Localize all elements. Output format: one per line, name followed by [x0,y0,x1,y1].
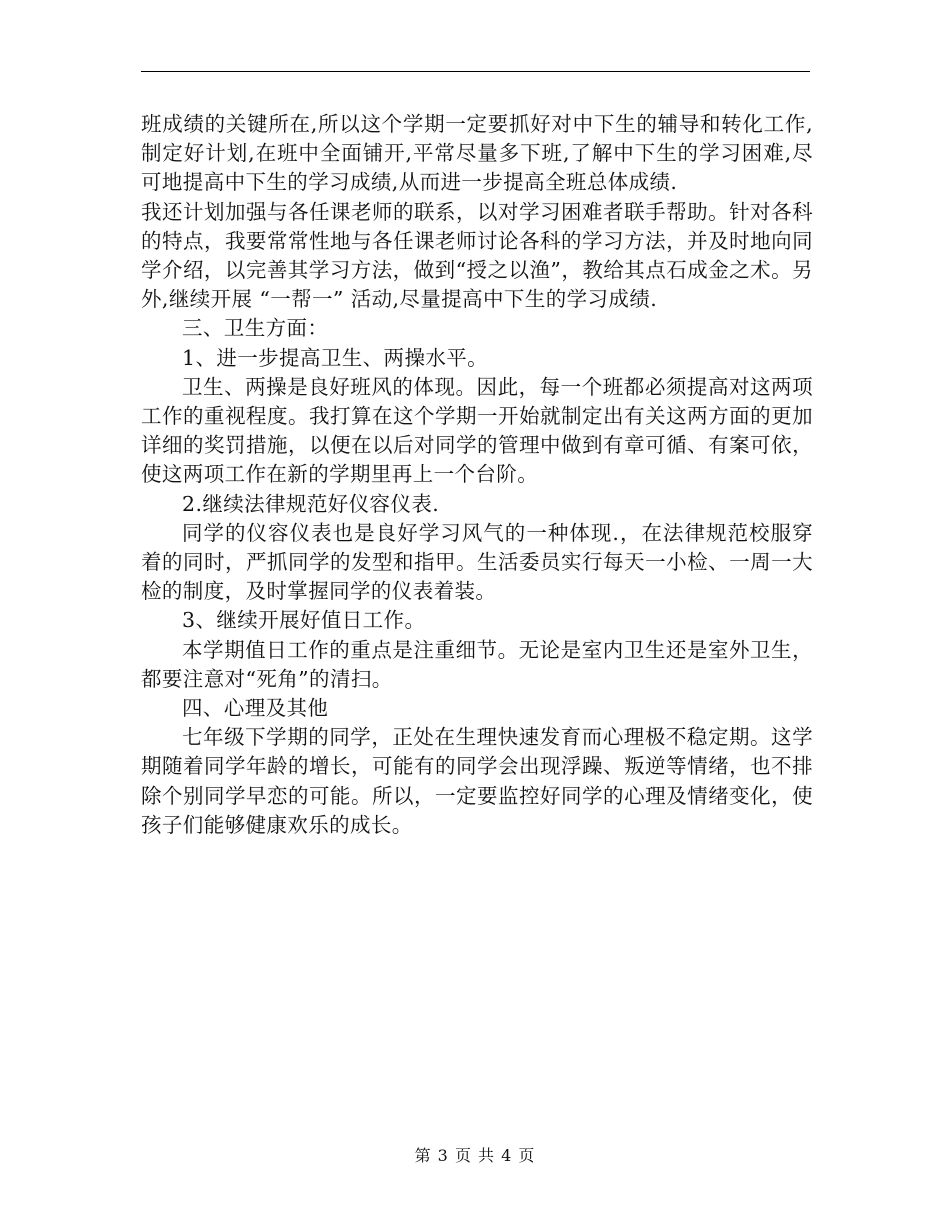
paragraph: 七年级下学期的同学，正处在生理快速发育而心理极不稳定期。这学期随着同学年龄的增长，可能有的同学会出现浮躁、叛逆等情绪，也不排除个别同学早恋的可能。所以，一定要监控好同学的心理及情绪变化，使孩子们能够健康欢乐的成长。 [141,725,813,837]
document-body [141,110,813,840]
paragraph: 同学的仪容仪表也是良好学习风气的一种体现.，在法律规范校服穿着的同时，严抓同学的发型和指甲。生活委员实行每天一小检、一周一大检的制度，及时掌握同学的仪表着装。 [141,520,813,604]
subheading: 1、进一步提高卫生、两操水平。 [182,345,489,370]
header-rule [141,71,810,72]
subheading: 2.继续法律规范好仪容仪表. [182,491,440,516]
page-footer: 第 3 页 共 4 页 [414,1146,536,1165]
subheading: 3、继续开展好值日工作。 [182,608,426,633]
paragraph: 卫生、两操是良好班风的体现。因此，每一个班都必须提高对这两项工作的重视程度。我打算在这个学期一开始就制定出有关这两方面的更加详细的奖罚措施，以便在以后对同学的管理中做到有章可循、有案可依，使这两项工作在新的学期里再上一个台阶。 [141,374,813,487]
paragraph: 班成绩的关键所在,所以这个学期一定要抓好对中下生的辅导和转化工作,制定好计划,在班中全面铺开,平常尽量多下班,了解中下生的学习困难,尽可地提高中下生的学习成绩,从而进一步提高全班总体成绩. [141,112,813,195]
section-heading-psychology: 四、心理及其他 [182,696,329,721]
section-heading-hygiene: 三、卫生方面： [182,316,329,341]
paragraph: 我还计划加强与各任课老师的联系，以对学习困难者联手帮助。针对各科的特点，我要常常性地与各任课老师讨论各科的学习方法，并及时地向同学介绍，以完善其学习方法，做到“授之以渔”，教给其点石成金之术。另外,继续开展 “一帮一” 活动,尽量提高中下生的学习成绩. [141,199,813,312]
paragraph: 本学期值日工作的重点是注重细节。无论是室内卫生还是室外卫生，都要注意对“死角”的清扫。 [141,637,813,691]
